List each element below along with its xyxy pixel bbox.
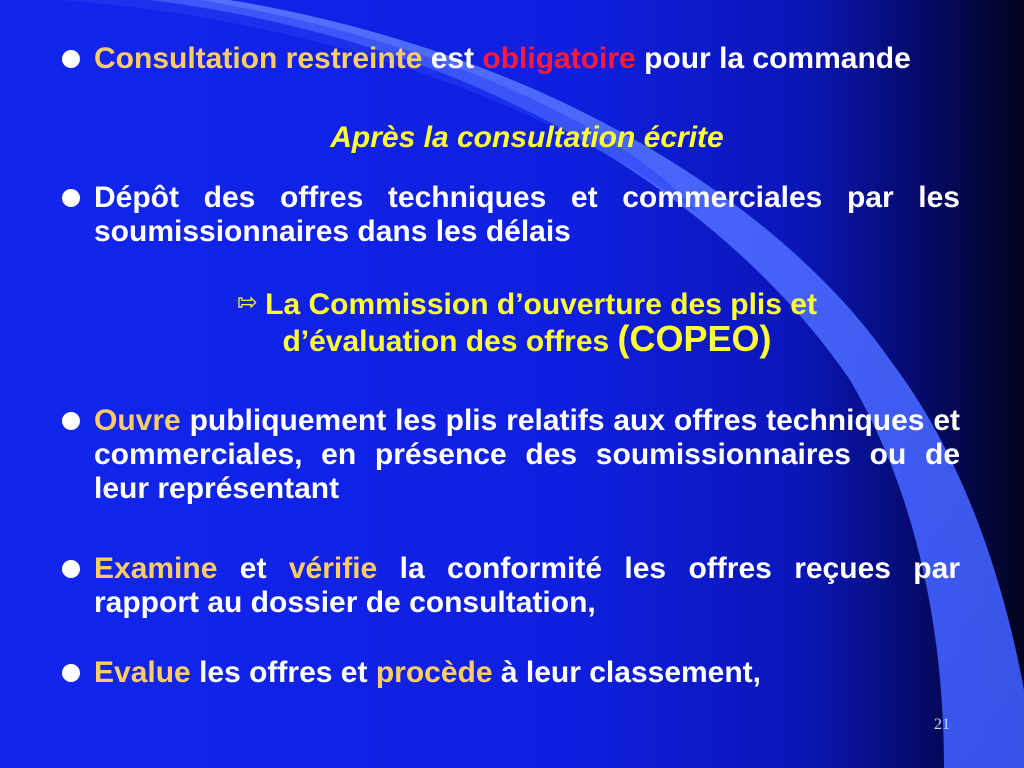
les-offres-et-text: les offres et xyxy=(190,656,376,689)
verifie-text: vérifie xyxy=(288,552,378,585)
bullet-consultation-restreinte xyxy=(94,42,960,76)
depot-text: Dépôt des offres techniques et commerciales par les soumissionnaires dans les délais xyxy=(94,181,960,248)
commission-line-1 xyxy=(94,286,960,322)
pour-la-commande-text: pour la commande xyxy=(635,42,911,75)
bullet-dot xyxy=(62,50,80,68)
et-text: et xyxy=(217,552,289,585)
commission-line-2-text: d’évaluation des offres xyxy=(282,325,618,358)
arrow-icon: ⇰ xyxy=(237,289,258,316)
bullet-dot xyxy=(62,412,80,430)
copeo-acronym: (COPEO) xyxy=(617,318,772,359)
subtitle: Après la consultation écrite xyxy=(330,121,724,154)
page-number: 21 xyxy=(934,716,950,733)
ouvre-text: Ouvre xyxy=(94,404,181,437)
bullet-dot xyxy=(62,664,80,682)
examine-text: Examine xyxy=(94,552,218,585)
classement-text: à leur classement, xyxy=(492,656,762,689)
evalue-text: Evalue xyxy=(94,656,191,689)
bullet-dot xyxy=(62,560,80,578)
procede-text: procède xyxy=(375,656,493,689)
examine-rest-text: la conformité les offres reçues par rapport au dossier de consultation, xyxy=(94,552,960,619)
est-text: est xyxy=(422,42,483,75)
bullet-ouvre xyxy=(94,404,960,506)
obligatoire-text: obligatoire xyxy=(482,42,636,75)
bullet-depot-des-offres xyxy=(94,181,960,249)
ouvre-rest-text: publiquement les plis relatifs aux offres techniques et commerciales, en présence des soumissionnaires ou de leur représentant xyxy=(94,404,960,505)
bullet-dot xyxy=(62,189,80,207)
consultation-restreinte-text: Consultation restreinte xyxy=(94,42,423,75)
commission-heading xyxy=(94,286,960,359)
bullet-examine xyxy=(94,552,960,620)
commission-line-1-text: La Commission d’ouverture des plis et xyxy=(265,288,817,321)
bullet-evalue xyxy=(94,656,960,690)
commission-line-2 xyxy=(94,318,960,359)
